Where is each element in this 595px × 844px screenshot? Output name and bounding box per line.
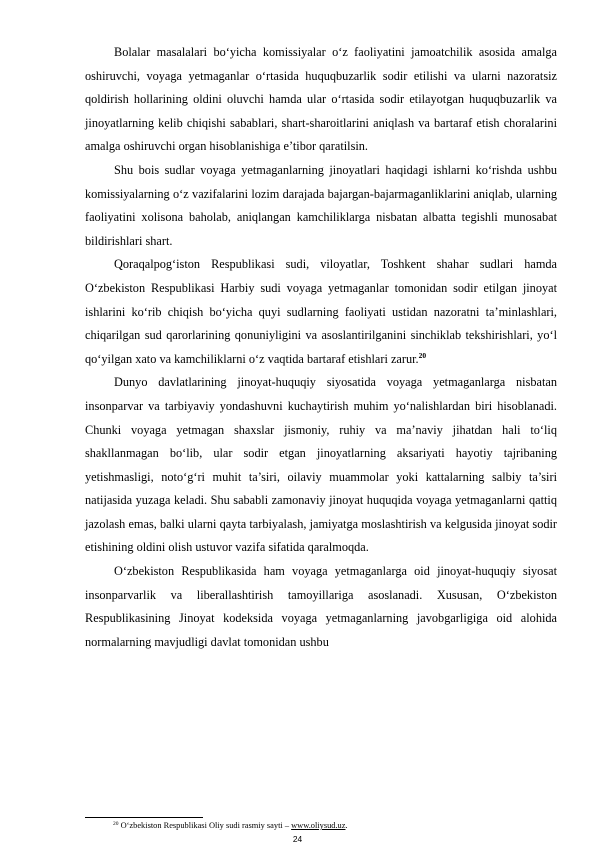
paragraph-text: O‘zbekiston Respublikasida ham voyaga yetmaganlarga oid jinoyat-huquqiy siyosat insonparvarlik va liberallashtirish tamoyillariga asoslanadi. Xususan, O‘zbekiston Respublikasining Jinoyat kodeksida voyaga yetmaganlarning javobgarligiga oid alohida normalarning mavjudligi davlat tomonidan ushbu [85, 564, 557, 649]
paragraph [85, 41, 557, 159]
body-text [85, 41, 557, 654]
paragraph-text: Qoraqalpog‘iston Respublikasi sudi, viloyatlar, Toshkent shahar sudlari hamda O‘zbekiston Respublikasi Harbiy sudi voyaga yetmaganlar tomonidan sodir etilgan jinoyat ishlarini ko‘rib chiqish bo‘yicha quyi sudlarning faoliyati ustidan nazoratni ta’minlashlari, chiqarilgan sud qarorlarining qonuniyligini va asoslantirilganini sinchiklab tekshirishlari, yo‘l qo‘yilgan xato va kamchiliklarni o‘z vaqtida bartaraf etishlari zarur. [85, 257, 557, 366]
paragraph-text: Shu bois sudlar voyaga yetmaganlarning jinoyatlari haqidagi ishlarni ko‘rishda ushbu komissiyalarning o‘z vazifalarini lozim darajada bajargan-bajarmaganliklarini aniqlab, ularning faoliyatini xolisona baholab, aniqlangan kamchiliklarga nisbatan albatta tegishli munosabat bildirishlari shart. [85, 162, 557, 248]
paragraph [85, 253, 557, 371]
paragraph [85, 159, 557, 253]
footnote-reference[interactable]: 20 [418, 350, 427, 360]
footnote-divider [85, 817, 203, 818]
footnote-link[interactable]: www.oliysud.uz [291, 821, 346, 830]
paragraph-text: Dunyo davlatlarining jinoyat-huquqiy siyosatida voyaga yetmaganlarga nisbatan insonparvar va tarbiyaviy yondashuvni kuchaytirish muhim yo‘nalishlardan biri hisoblanadi. Chunki voyaga yetmagan shaxslar jismoniy, ruhiy va ma’naviy jihatdan hali to‘liq shakllanmagan bo‘lib, ular sodir etgan jinoyatlarning aksariyati hayotiy tajribaning yetishmasligi, noto‘g‘ri muhit ta’siri, oilaviy muammolar yoki kattalarning salbiy ta’siri natijasida yuzaga keladi. Shu sababli zamonaviy jinoyat huquqida voyaga yetmaganlarni qattiq jazolash emas, balki ularni qayta tarbiyalash, jamiyatga moslashtirish va kelgusida jinoyat sodir etishining oldini olish ustuvor vazifa sifatida qaralmoqda. [85, 375, 557, 555]
footnote-text: O‘zbekiston Respublikasi Oliy sudi rasmiy sayti – [120, 821, 290, 830]
footnote-trailing: . [345, 821, 348, 830]
paragraph [85, 371, 557, 560]
footnote [113, 821, 553, 831]
page-number: 24 [292, 834, 303, 844]
paragraph-text: Bolalar masalalari bo‘yicha komissiyalar o‘z faoliyatini jamoatchilik asosida amalga oshiruvchi, voyaga yetmaganlar o‘rtasida huquqbuzarlik sodir etilishi va ularni nazoratsiz qoldirish hollarining oldini oluvchi hamda ular o‘rtasida sodir etilayotgan huquqbuzarlik va jinoyatlarning kelib chiqishi sabablari, shart-sharoitlarini aniqlash va bartaraf etish choralarini amalga oshiruvchi organ hisoblanishiga e’tibor qaratilsin. [85, 45, 557, 154]
footnote-number: 20 [113, 821, 119, 827]
paragraph [85, 560, 557, 654]
